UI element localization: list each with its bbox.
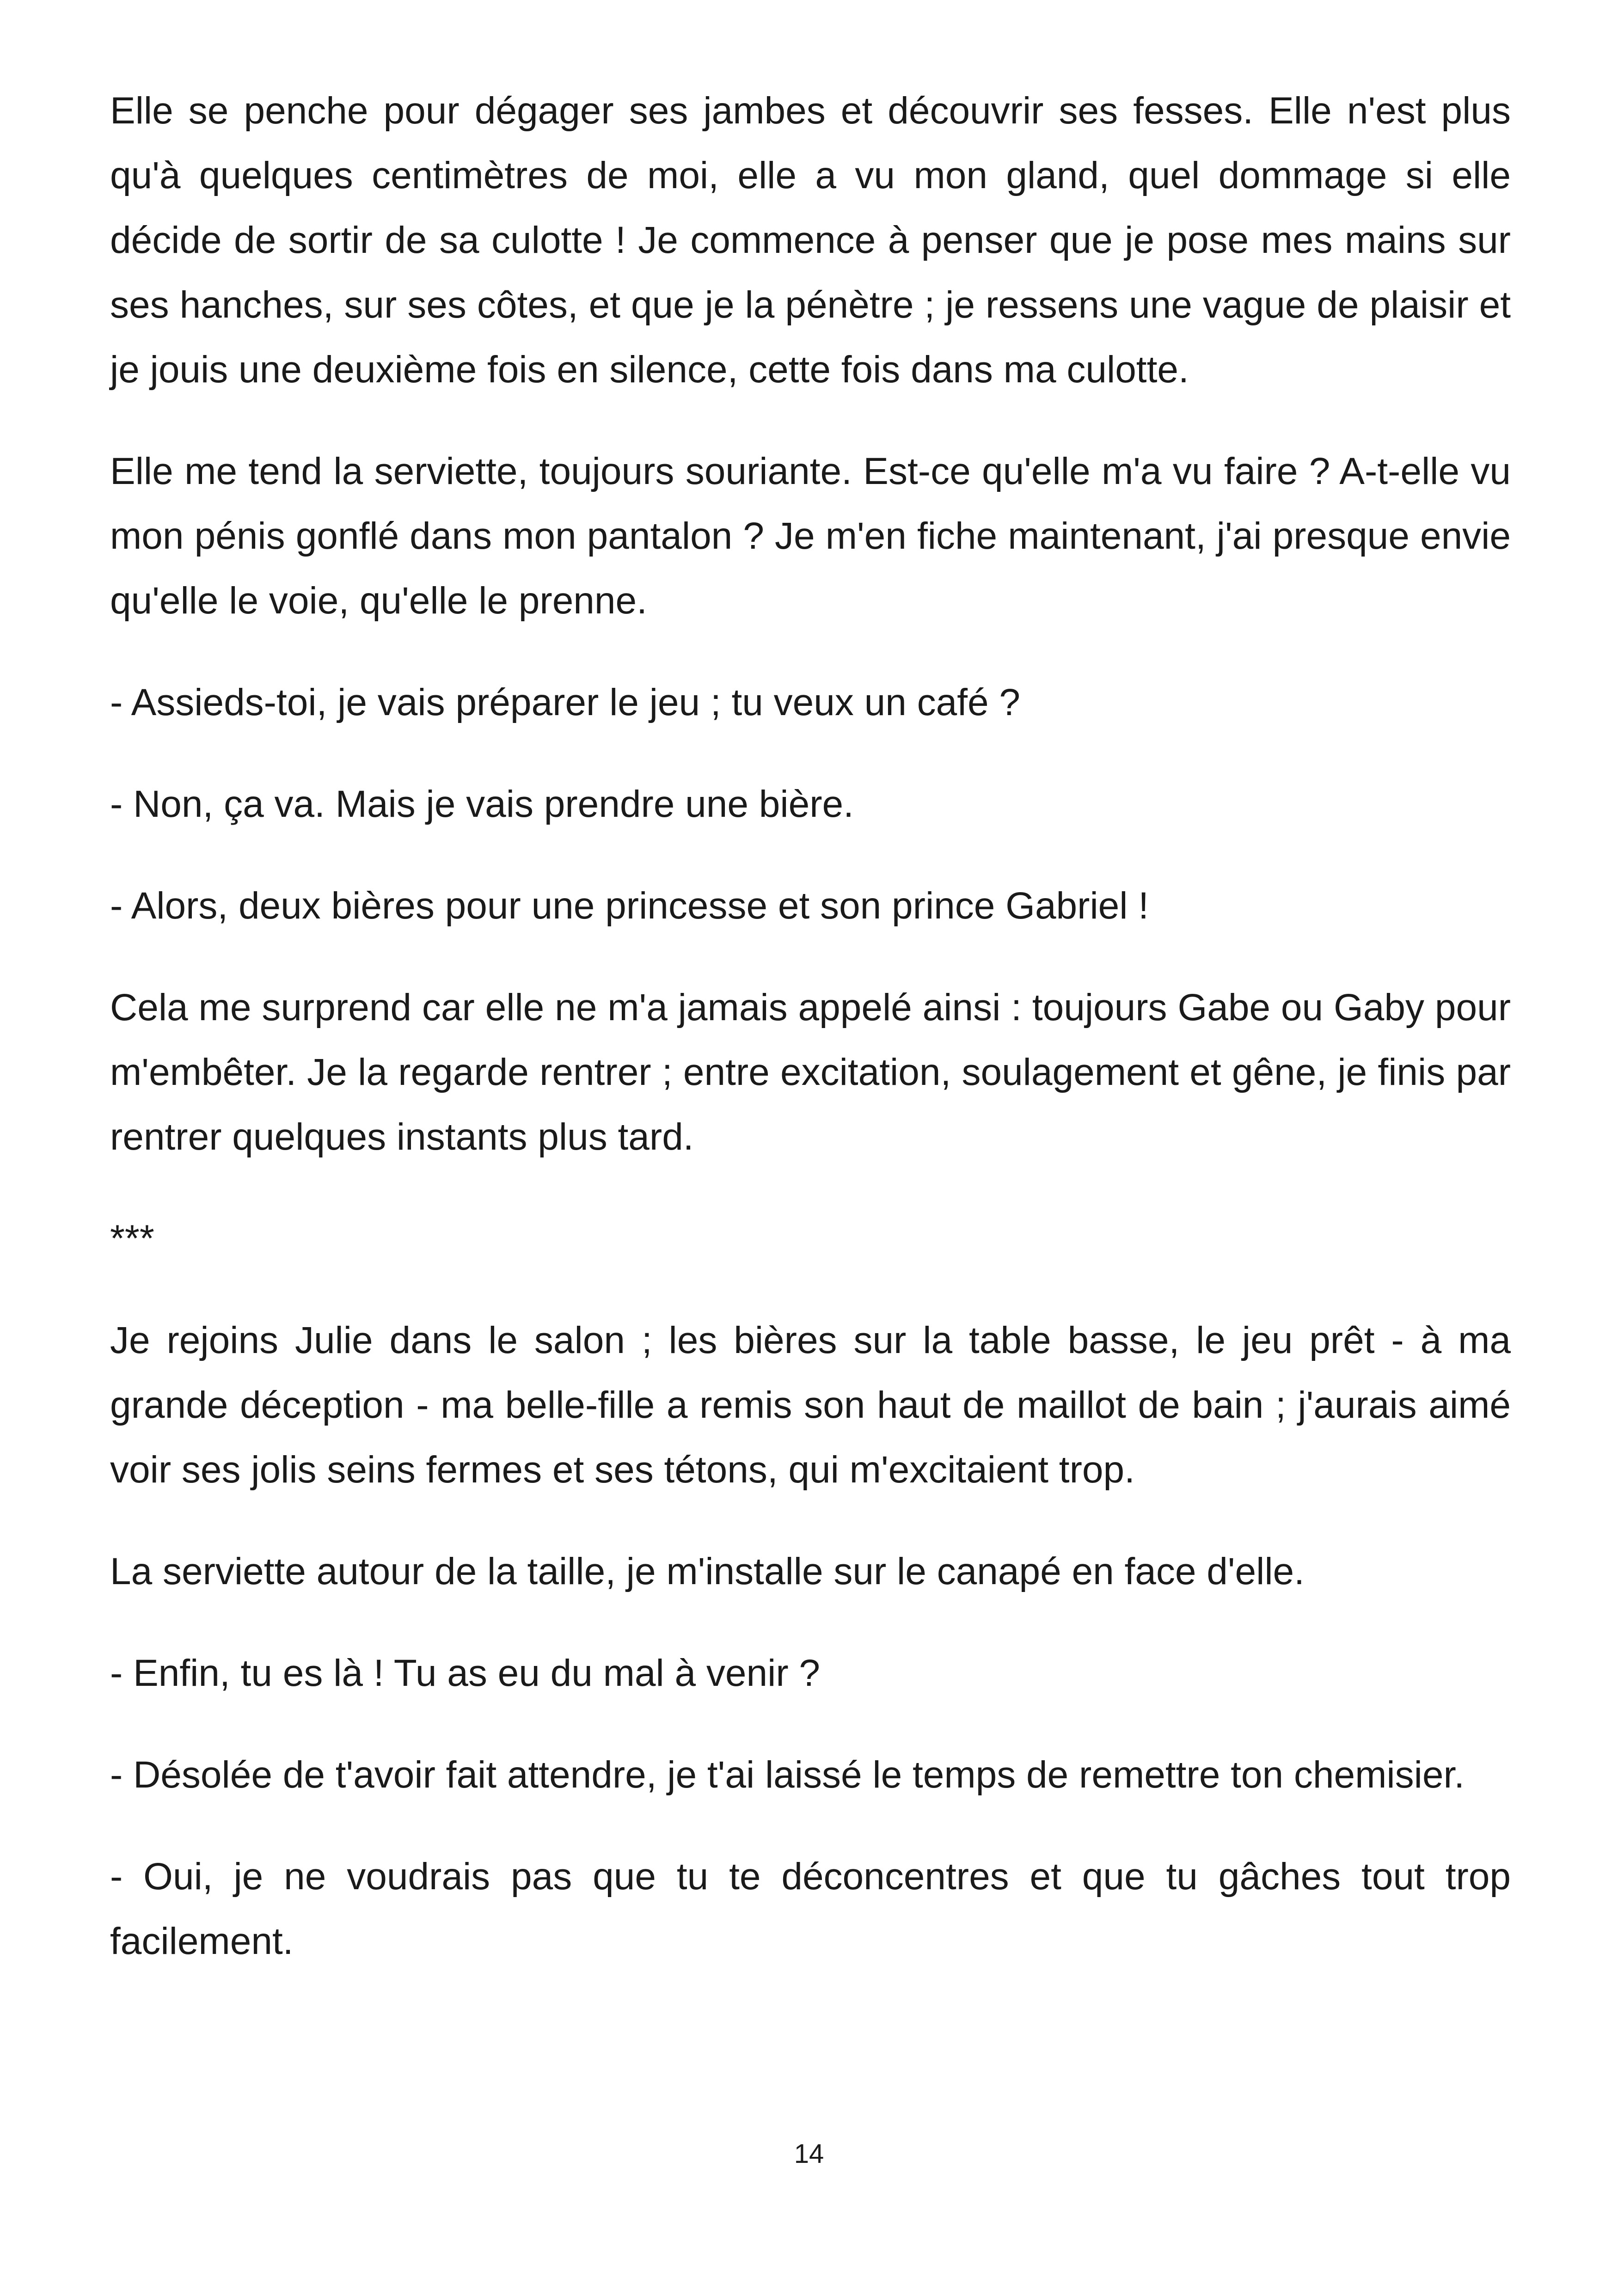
- dialogue-line-2: - Non, ça va. Mais je vais prendre une bière.: [110, 783, 854, 825]
- paragraph-3: Cela me surprend car elle ne m'a jamais appelé ainsi : toujours Gabe ou Gaby pour m'embêter. Je la regarde rentrer ; entre excitation, soulagement et gêne, je finis par rentrer quelques instants plus tard.: [110, 986, 1511, 1158]
- paragraph-5: La serviette autour de la taille, je m'installe sur le canapé en face d'elle.: [110, 1550, 1305, 1592]
- page-body: [110, 79, 1511, 2011]
- paragraph-2: Elle me tend la serviette, toujours souriante. Est-ce qu'elle m'a vu faire ? A-t-elle vu mon pénis gonflé dans mon pantalon ? Je m'en fiche maintenant, j'ai presque envie qu'elle le voie, qu'elle le prenne.: [110, 450, 1511, 622]
- paragraph-4: Je rejoins Julie dans le salon ; les bières sur la table basse, le jeu prêt - à ma grande déception - ma belle-fille a remis son haut de maillot de bain ; j'aurais aimé voir ses jolis seins fermes et ses tétons, qui m'excitaient trop.: [110, 1319, 1511, 1491]
- page-number: 14: [794, 2139, 824, 2169]
- dialogue-line-1: - Assieds-toi, je vais préparer le jeu ; tu veux un café ?: [110, 681, 1021, 723]
- dialogue-line-4: - Enfin, tu es là ! Tu as eu du mal à venir ?: [110, 1652, 821, 1694]
- paragraph-1: Elle se penche pour dégager ses jambes et découvrir ses fesses. Elle n'est plus qu'à quelques centimètres de moi, elle a vu mon gland, quel dommage si elle décide de sortir de sa culotte ! Je commence à penser que je pose mes mains sur ses hanches, sur ses côtes, et que je la pénètre ; je ressens une vague de plaisir et je jouis une deuxième fois en silence, cette fois dans ma culotte.: [110, 90, 1511, 391]
- dialogue-line-3: - Alors, deux bières pour une princesse et son prince Gabriel !: [110, 885, 1149, 927]
- dialogue-line-6: - Oui, je ne voudrais pas que tu te déconcentres et que tu gâches tout trop facilement.: [110, 1855, 1511, 1962]
- scene-break: ***: [110, 1218, 154, 1260]
- dialogue-line-5: - Désolée de t'avoir fait attendre, je t'ai laissé le temps de remettre ton chemisier.: [110, 1754, 1465, 1796]
